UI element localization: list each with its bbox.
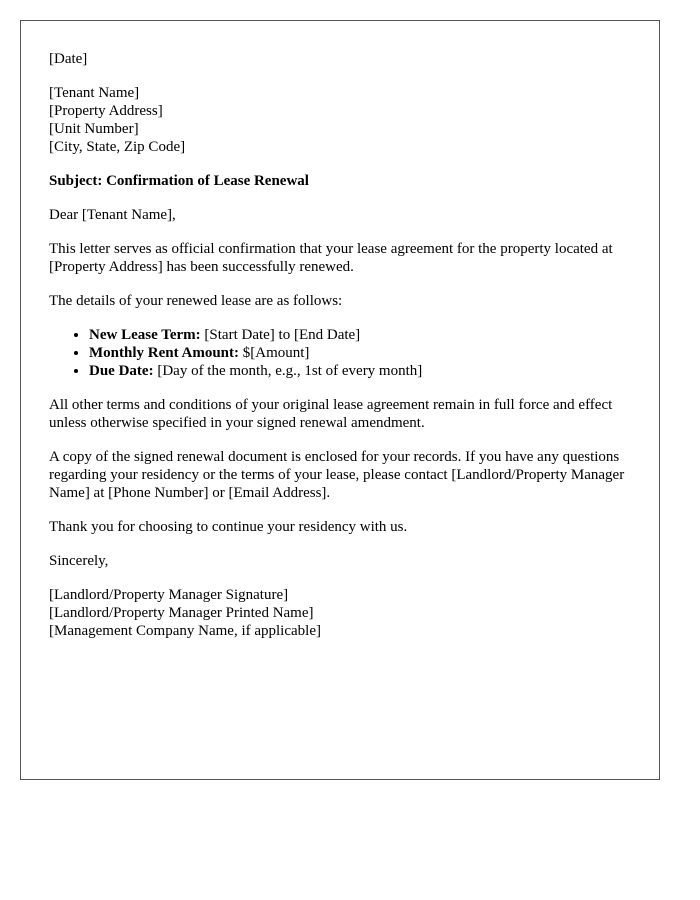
subject-line [49, 172, 631, 190]
printed-name: [Landlord/Property Manager Printed Name] [49, 605, 314, 621]
subject-text: Confirmation of Lease Renewal [106, 173, 309, 189]
detail-label: Monthly Rent Amount: [89, 345, 240, 361]
salutation: Dear [Tenant Name], [49, 207, 176, 223]
detail-value: [Day of the month, e.g., 1st of every month] [157, 363, 423, 379]
detail-value: $[Amount] [242, 345, 310, 361]
detail-label: Due Date: [89, 363, 154, 379]
detail-item-monthly-rent [89, 344, 631, 362]
detail-label: New Lease Term: [89, 327, 201, 343]
lease-details-list [49, 326, 631, 380]
intro-paragraph: This letter serves as official confirmation that your lease agreement for the property located at [Property Address] has been successfully renewed. [49, 241, 613, 275]
recipient-unit: [Unit Number] [49, 121, 139, 137]
signature-line: [Landlord/Property Manager Signature] [49, 587, 289, 603]
terms-paragraph: All other terms and conditions of your original lease agreement remain in full force and effect unless otherwise specified in your signed renewal amendment. [49, 397, 613, 431]
subject-label: Subject: [49, 173, 103, 189]
signature-block [49, 586, 631, 640]
detail-item-due-date [89, 362, 631, 380]
recipient-property-address: [Property Address] [49, 103, 163, 119]
enclosure-paragraph: A copy of the signed renewal document is enclosed for your records. If you have any questions regarding your residency or the terms of your lease, please contact [Landlord/Property Manager Name] at [Phone Number] or [Email Address]. [49, 449, 625, 501]
recipient-city: [City, State, Zip Code] [49, 139, 186, 155]
detail-item-lease-term [89, 326, 631, 344]
recipient-name: [Tenant Name] [49, 85, 140, 101]
closing: Sincerely, [49, 553, 109, 569]
recipient-address-block [49, 84, 631, 156]
company-name: [Management Company Name, if applicable] [49, 623, 321, 639]
letter-date: [Date] [49, 51, 88, 67]
detail-value: [Start Date] to [End Date] [204, 327, 361, 343]
thanks-paragraph: Thank you for choosing to continue your residency with us. [49, 519, 408, 535]
letter-page [20, 20, 660, 780]
details-intro: The details of your renewed lease are as follows: [49, 293, 343, 309]
